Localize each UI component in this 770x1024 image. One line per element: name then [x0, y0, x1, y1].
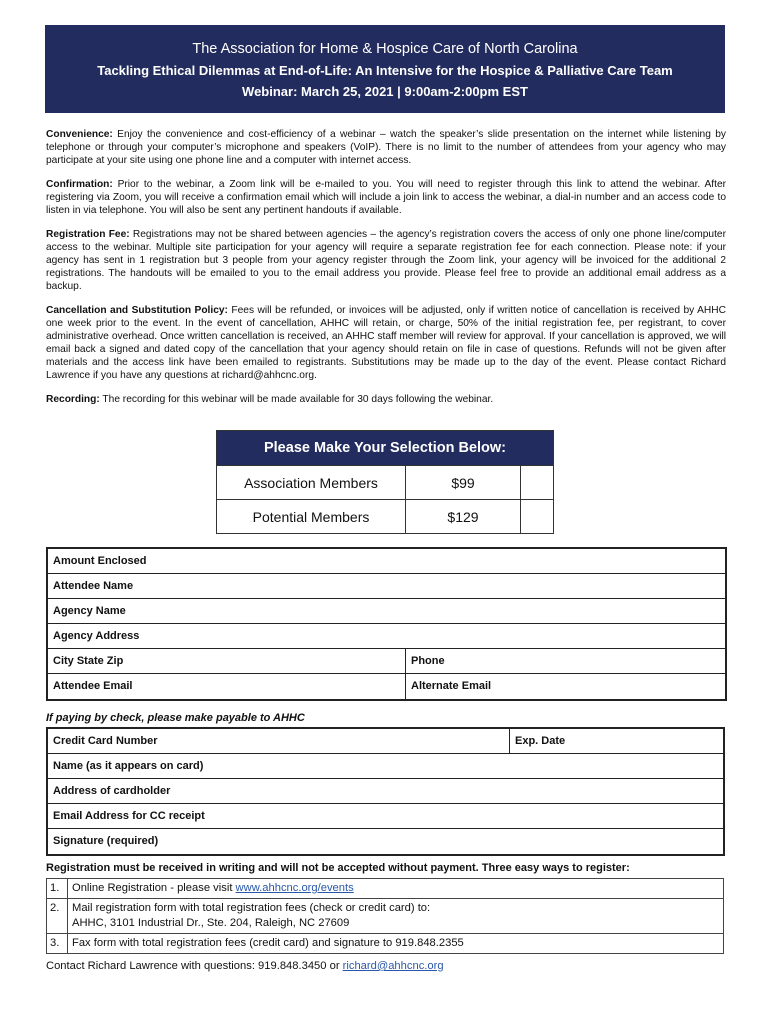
- method-online: [68, 879, 724, 899]
- method-number: 3.: [47, 934, 68, 954]
- member-checkbox[interactable]: [521, 466, 554, 500]
- option-label: Association Members: [217, 466, 406, 500]
- contact-text: Contact Richard Lawrence with questions: 919.848.3450 or: [46, 960, 343, 972]
- confirmation-text: Prior to the webinar, a Zoom link will be e-mailed to you. You will need to register through this link to attend the webinar. After registering via Zoom, you will receive a confirmation email which will include a join link to access the webinar, a dial-in number and an access code to listen in via telephone. You will also be sent any pertinent handouts if available.: [46, 179, 726, 216]
- registration-fee-paragraph: [46, 228, 726, 293]
- recording-paragraph: [46, 393, 726, 406]
- method-mail: [68, 899, 724, 934]
- form-row: [48, 549, 725, 574]
- register-heading: Registration must be received in writing and will not be accepted without payment. Three easy ways to register:: [46, 862, 630, 874]
- form-row: [48, 574, 725, 599]
- cardholder-address-field[interactable]: Address of cardholder: [53, 785, 171, 797]
- amount-enclosed-field[interactable]: Amount Enclosed: [53, 555, 147, 567]
- method-online-text: Online Registration - please visit: [72, 882, 236, 894]
- cc-email-field[interactable]: Email Address for CC receipt: [53, 810, 205, 822]
- register-methods-table: [46, 878, 724, 954]
- recording-label: Recording:: [46, 394, 100, 405]
- attendee-email-field[interactable]: Attendee Email: [53, 680, 133, 692]
- phone-field[interactable]: Phone: [405, 649, 725, 673]
- exp-date-field[interactable]: Exp. Date: [509, 729, 723, 753]
- event-date: Webinar: March 25, 2021 | 9:00am-2:00pm EST: [242, 84, 528, 99]
- method-mail-line1: Mail registration form with total registration fees (check or credit card) to:: [72, 902, 431, 914]
- convenience-paragraph: [46, 128, 726, 167]
- register-method-row: [47, 899, 724, 934]
- form-row: [48, 754, 723, 779]
- name-on-card-field[interactable]: Name (as it appears on card): [53, 760, 204, 772]
- confirmation-label: Confirmation:: [46, 179, 113, 190]
- contact-line: [46, 960, 444, 972]
- selection-row: [217, 500, 554, 534]
- agency-address-field[interactable]: Agency Address: [53, 630, 140, 642]
- events-link[interactable]: www.ahhcnc.org/events: [235, 882, 354, 894]
- method-number: 2.: [47, 899, 68, 934]
- form-row: [48, 599, 725, 624]
- selection-table: [216, 430, 554, 534]
- registration-fee-text: Registrations may not be shared between agencies – the agency’s registration covers the access of only one phone line/computer access to the webinar. Multiple site participation for your agency will require a separate registration fee for each connection. Please note: if your agency has sent in 1 registration but 3 people from your agency register through the Zoom link, your agency will be invoiced for the additional 2 registrations. The handouts will be emailed to you to the email address you provide. Please feel free to provide an additional email address as a backup.: [46, 229, 726, 292]
- recording-text: The recording for this webinar will be made available for 30 days following the webinar.: [99, 394, 494, 405]
- nonmember-checkbox[interactable]: [521, 500, 554, 534]
- signature-field[interactable]: Signature (required): [53, 835, 159, 847]
- agency-name-field[interactable]: Agency Name: [53, 605, 126, 617]
- cancellation-paragraph: [46, 304, 726, 382]
- event-title: Tackling Ethical Dilemmas at End-of-Life: An Intensive for the Hospice & Palliative Care Team: [97, 63, 673, 78]
- method-mail-line2: AHHC, 3101 Industrial Dr., Ste. 204, Raleigh, NC 27609: [72, 917, 350, 929]
- option-label: Potential Members: [217, 500, 406, 534]
- info-section: [46, 128, 726, 417]
- header-banner: [45, 25, 725, 113]
- form-row: [48, 649, 725, 674]
- form-row: [48, 729, 723, 754]
- cancellation-label: Cancellation and Substitution Policy:: [46, 305, 228, 316]
- form-row: [48, 674, 725, 699]
- payment-form: [46, 727, 725, 856]
- selection-row: [217, 466, 554, 500]
- confirmation-paragraph: [46, 178, 726, 217]
- method-fax: Fax form with total registration fees (credit card) and signature to 919.848.2355: [68, 934, 724, 954]
- form-row: [48, 829, 723, 854]
- form-row: [48, 624, 725, 649]
- city-state-zip-field[interactable]: City State Zip: [53, 655, 124, 667]
- method-number: 1.: [47, 879, 68, 899]
- register-method-row: [47, 879, 724, 899]
- register-method-row: [47, 934, 724, 954]
- contact-email-link[interactable]: richard@ahhcnc.org: [342, 960, 444, 972]
- org-name: The Association for Home & Hospice Care of North Carolina: [192, 41, 578, 57]
- attendee-name-field[interactable]: Attendee Name: [53, 580, 134, 592]
- check-payable-note: If paying by check, please make payable to AHHC: [46, 712, 305, 724]
- selection-header: Please Make Your Selection Below:: [217, 431, 554, 466]
- option-price: $129: [406, 500, 521, 534]
- registration-fee-label: Registration Fee:: [46, 229, 130, 240]
- form-row: [48, 779, 723, 804]
- convenience-label: Convenience:: [46, 129, 113, 140]
- convenience-text: Enjoy the convenience and cost-efficiency of a webinar – watch the speaker’s slide presentation on the internet while listening by telephone or through your computer’s microphone and speakers (VoIP). There is no limit to the number of attendees from your agency who may participate at your site using one phone line and a computer with internet access.: [46, 129, 726, 166]
- option-price: $99: [406, 466, 521, 500]
- form-row: [48, 804, 723, 829]
- alternate-email-field[interactable]: Alternate Email: [405, 674, 725, 699]
- attendee-form: [46, 547, 727, 701]
- cc-number-field[interactable]: Credit Card Number: [53, 735, 158, 747]
- cancellation-text: Fees will be refunded, or invoices will be adjusted, only if written notice of cancellation is received by AHHC one week prior to the event. In the event of cancellation, AHHC will retain, or charge, 50% of the initial registration fee, per registrant, to cover administrative overhead. Once written cancellation is received, an AHHC staff member will review for approval. If your cancellation is approved, we will email back a signed and dated copy of the cancellation that your agency should retain on file in case of questions. Refunds will not be given after materials and the access link have been emailed to registrants. Substitutions may be made up to the day of the event. Please contact Richard Lawrence if you have any questions at richard@ahhcnc.org.: [46, 305, 727, 381]
